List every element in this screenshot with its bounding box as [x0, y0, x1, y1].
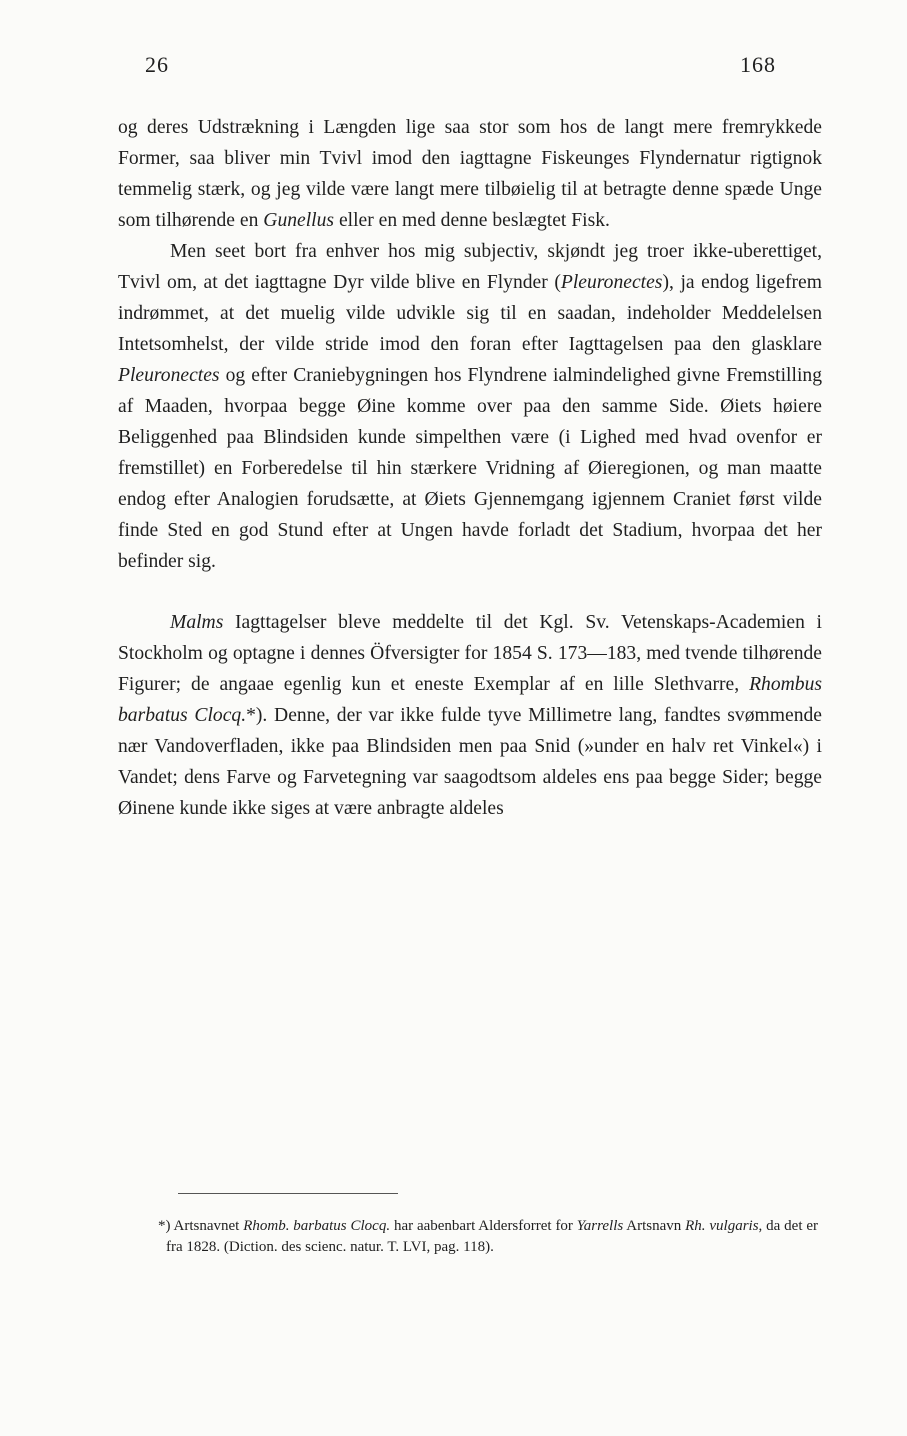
footnote-divider	[178, 1193, 398, 1194]
footnote-text	[158, 1216, 818, 1258]
text-segment: *) Artsnavnet	[158, 1218, 244, 1234]
text-segment: Artsnavn	[623, 1218, 686, 1234]
text-segment: *). Denne, der var ikke fulde tyve Millimetre lang, fandtes svømmende nær Vandoverfladen, ikke paa Blindsiden men paa Snid (»under en halv ret Vinkel«) i Vandet; dens Farve og Farvetegning var saagodtsom aldeles ens paa begge Sider; begge Øinene kunde ikke siges at være anbragte aldeles	[118, 705, 822, 819]
italic-segment: Rh. vulgaris	[685, 1218, 759, 1234]
text-segment: Iagttagelser bleve meddelte til det Kgl. Sv. Vetenskaps-Academien i Stockholm og optagne i dennes Öfversigter for 1854 S. 173—183, med tvende tilhørende Figurer; de angaae egenlig kun et eneste Exemplar af en lille Slethvarre,	[118, 612, 822, 695]
text-segment: og efter Craniebygningen hos Flyndrene ialmindelighed givne Fremstilling af Maaden, hvorpaa begge Øine komme over paa den samme Side. Øiets høiere Beliggenhed paa Blindsiden kunde simpelthen være (i Lighed med hvad ovenfor er fremstillet) en Forberedelse til hin stærkere Vridning af Øieregionen, og man maatte endog efter Analogien forudsætte, at Øiets Gjennemgang igjennem Craniet først vilde finde Sted en god Stund efter at Ungen havde forladt det Stadium, hvorpaa det her befinder sig.	[118, 365, 822, 572]
footnote	[158, 1216, 818, 1258]
italic-segment: Rhombus barbatus Clocq.	[118, 674, 822, 726]
italic-segment: Pleuronectes	[560, 272, 663, 293]
italic-segment: Malms	[170, 612, 224, 633]
paragraph-3	[118, 607, 822, 824]
right-page-number: 168	[740, 52, 776, 77]
page-header	[0, 52, 907, 82]
text-segment: eller en med denne beslægtet Fisk.	[334, 210, 610, 231]
text-segment: , da det er fra 1828. (Diction. des scienc. natur. T. LVI, pag. 118).	[166, 1218, 819, 1255]
paragraph-2	[118, 236, 822, 577]
text-segment: ), ja endog ligefrem indrømmet, at det muelig vilde udvikle sig til en saadan, indeholder Meddelelsen Intetsomhelst, der vilde stride imod den foran efter Iagttagelsen paa den glasklare	[118, 272, 822, 355]
text-segment: Men seet bort fra enhver hos mig subjectiv, skjøndt jeg troer ikke-uberettiget, Tvivl om, at det iagttagne Dyr vilde blive en Flynder (	[118, 241, 822, 293]
paragraph-1	[118, 112, 822, 236]
text-segment: har aabenbart Aldersforret for	[390, 1218, 577, 1234]
italic-segment: Pleuronectes	[118, 365, 220, 386]
italic-segment: Yarrells	[576, 1218, 624, 1234]
italic-segment: Gunellus	[263, 210, 335, 231]
body-text	[118, 112, 822, 824]
text-segment: og deres Udstrækning i Længden lige saa stor som hos de langt mere fremrykkede Former, saa bliver min Tvivl imod den iagttagne Fiskeunges Flyndernatur rigtignok temmelig stærk, og jeg vilde være langt mere tilbøielig til at betragte denne spæde Unge som tilhørende en	[118, 117, 822, 231]
italic-segment: Rhomb. barbatus Clocq.	[243, 1218, 391, 1234]
left-page-number: 26	[145, 52, 169, 77]
